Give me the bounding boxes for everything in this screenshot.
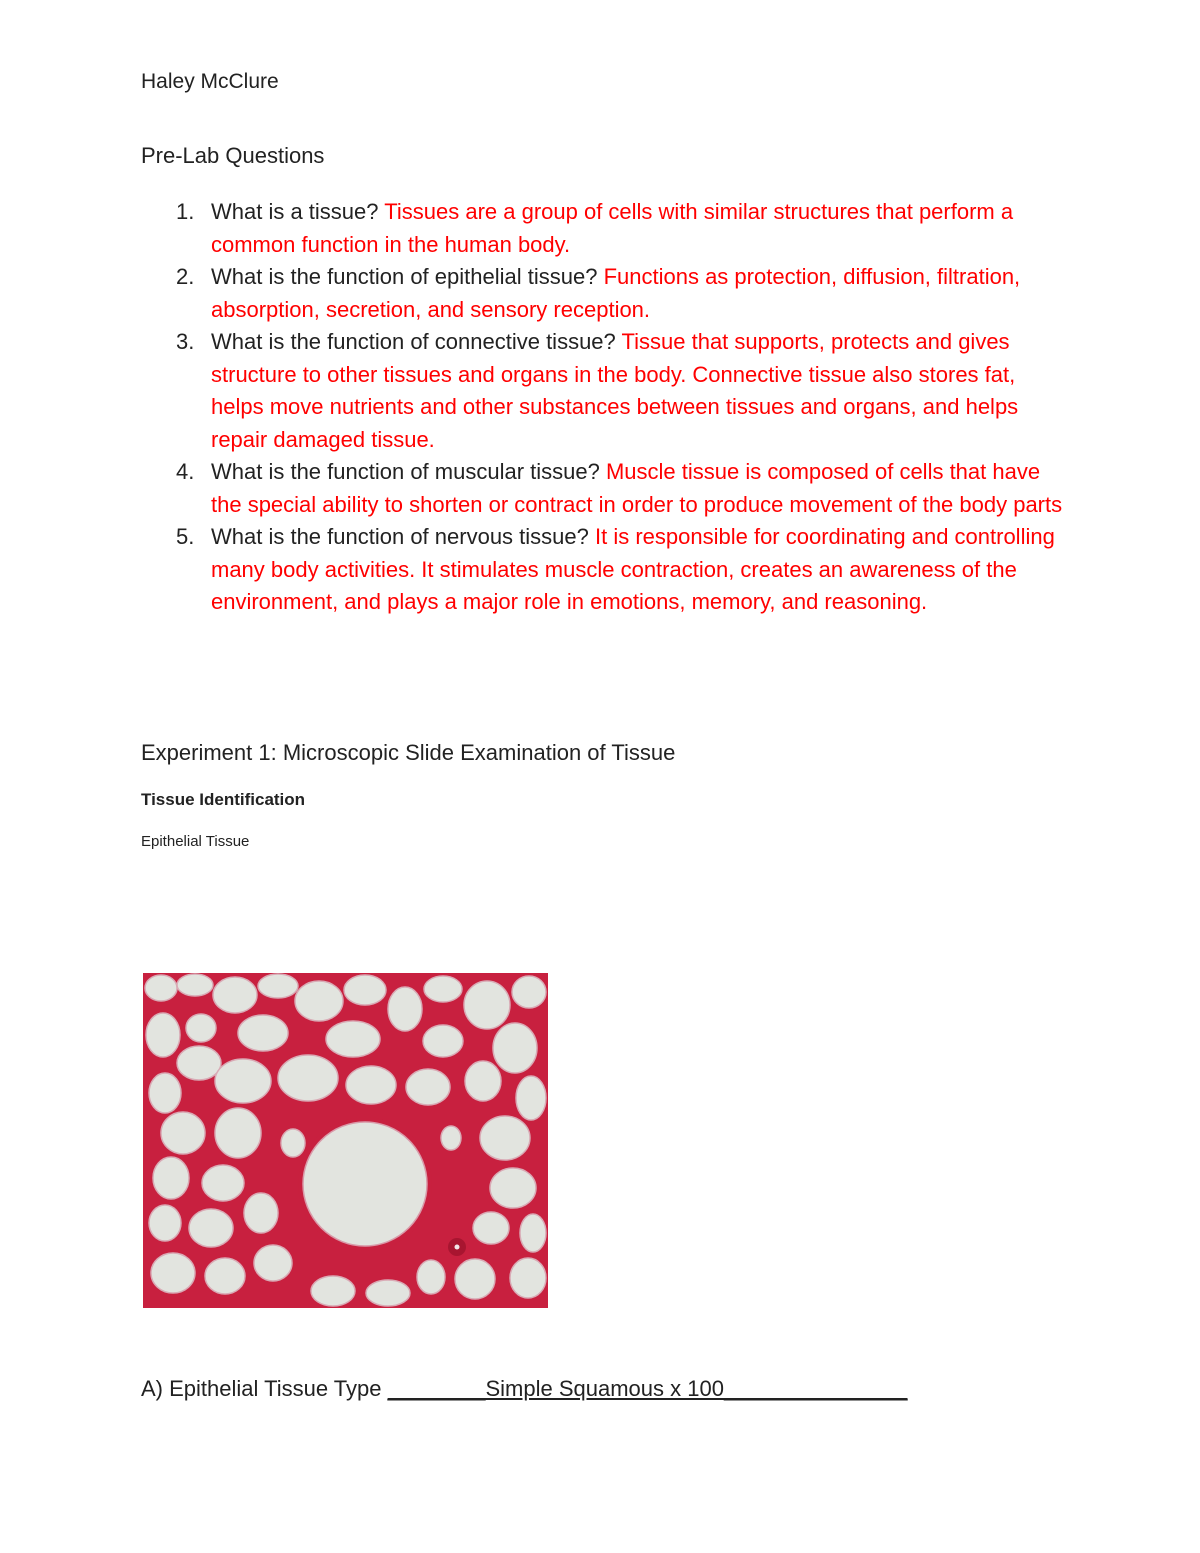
tissue-identification-heading: Tissue Identification [141,790,306,809]
answer-text: Tissue that supports, protects and gives structure to other tissues and organs in the body. Connective tissue also stores fat, helps move nutrients and other substances between tissues and organs, and helps repair damaged tissue. [211,329,1019,452]
question-item [141,196,1071,261]
question-item [141,261,1071,326]
answer-text: Functions as protection, diffusion, filtration, absorption, secretion, and sensory reception. [211,264,1021,322]
question-item [141,326,1071,456]
prelab-heading: Pre-Lab Questions [141,143,325,168]
question-number: 4. [176,459,195,484]
answer-text: Tissues are a group of cells with similar structures that perform a common function in the human body. [211,199,1014,257]
answer-prefix: A) Epithelial Tissue Type [141,1376,388,1401]
question-text: What is the function of connective tissue? [211,329,616,354]
question-text: What is a tissue? [211,199,379,224]
question-number: 3. [176,329,195,354]
answer-text: It is responsible for coordinating and controlling many body activities. It stimulates muscle contraction, creates an awareness of the environment, and plays a major role in emotions, memory, and reasoning. [211,524,1055,614]
question-text: What is the function of epithelial tissue? [211,264,598,289]
experiment-heading: Experiment 1: Microscopic Slide Examination of Tissue [141,740,676,765]
lung-tissue-micrograph [143,973,548,1308]
author-name: Haley McClure [141,70,279,93]
question-number: 1. [176,199,195,224]
answer-text: Muscle tissue is composed of cells that have the special ability to shorten or contract in order to produce movement of the body parts [211,459,1063,517]
question-text: What is the function of nervous tissue? [211,524,589,549]
answer-fill: ________Simple Squamous x 100_______________ [387,1376,908,1401]
epithelial-tissue-label: Epithelial Tissue [141,833,250,850]
question-text: What is the function of muscular tissue? [211,459,600,484]
question-number: 5. [176,524,195,549]
question-item [141,521,1071,619]
epithelial-tissue-type-answer [141,1376,908,1402]
prelab-question-list [141,196,1071,619]
question-number: 2. [176,264,195,289]
question-item [141,456,1071,521]
